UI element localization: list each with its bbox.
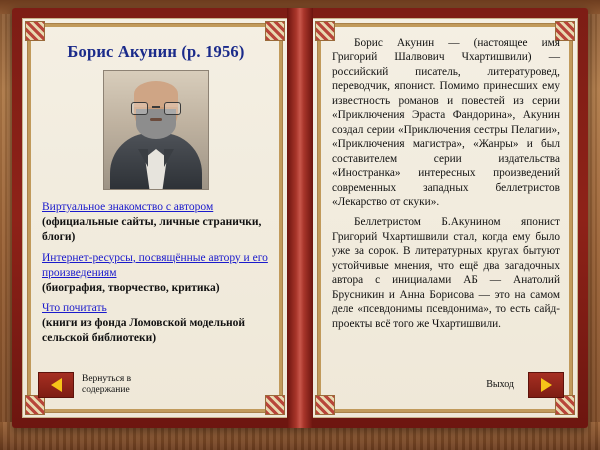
page-title: Борис Акунин (р. 1956) (67, 42, 245, 61)
back-button-label (82, 374, 131, 396)
link-virtual-acquaintance[interactable]: Виртуальное знакомство с автором (42, 201, 214, 213)
right-page-content (332, 36, 560, 402)
arrow-left-icon (51, 378, 62, 392)
link-what-to-read[interactable]: Что почитать (42, 302, 107, 315)
article-paragraph-1: Борис Акунин — (настоящее имя Григорий Шалвович Чхартишвили) — российский писатель, литературовед, переводчик, японист. Помимо принесших ему известность романов и повестей из серии «Приключения Эраста Фандорина», Акунин создал серии «Приключения сестры Пелагии», «Приключения магистра», «Жанры» и был составителем серии издательства «Иностранка» интересных произведений современных западных беллетристов «Лекарство от скуки». (332, 37, 560, 208)
open-book (12, 8, 588, 428)
book-spine (287, 8, 313, 428)
link-list (42, 200, 270, 347)
back-button-label-line2: содержание (82, 385, 130, 395)
portrait-collar-left (138, 149, 148, 167)
back-button[interactable] (38, 372, 74, 398)
biography-article (332, 36, 560, 331)
glasses-icon (131, 102, 148, 115)
back-button-label-line1: Вернуться в (82, 374, 132, 385)
portrait-collar-right (164, 149, 174, 167)
glasses-icon (164, 102, 181, 115)
author-portrait (103, 70, 209, 190)
portrait-mouth (150, 118, 162, 121)
link-description-0: (официальные сайты, личные странички, блоги) (42, 216, 262, 244)
back-nav-row (38, 372, 274, 398)
left-page-content (42, 36, 270, 402)
exit-button-label: Выход (486, 379, 514, 391)
arrow-right-icon (541, 378, 552, 392)
link-internet-resources[interactable]: Интернет-ресурсы, посвящённые автору и его произведениям (42, 251, 268, 279)
link-description-1: (биография, творчество, критика) (42, 281, 220, 294)
exit-button[interactable] (528, 372, 564, 398)
exit-nav-row (328, 372, 564, 398)
glasses-bridge (152, 106, 160, 108)
right-page (312, 18, 578, 418)
article-paragraph-2: Беллетристом Б.Акунином японист Григорий Чхартишвили стал, когда ему было уже за сорок. В литературных кругах бытуют устойчивые мнения, что ещё два загадочных автора с инициалами АБ — Анатолий Брусникин и Анна Борисова — это на самом деле «псевдонимы псевдонима», то есть сайд-проекты всё того же Чхартишвили. (332, 216, 560, 330)
portrait-container (42, 70, 270, 190)
left-page (22, 18, 288, 418)
link-description-2: (книги из фонда Ломовской модельной сельской библиотеки) (42, 317, 246, 345)
